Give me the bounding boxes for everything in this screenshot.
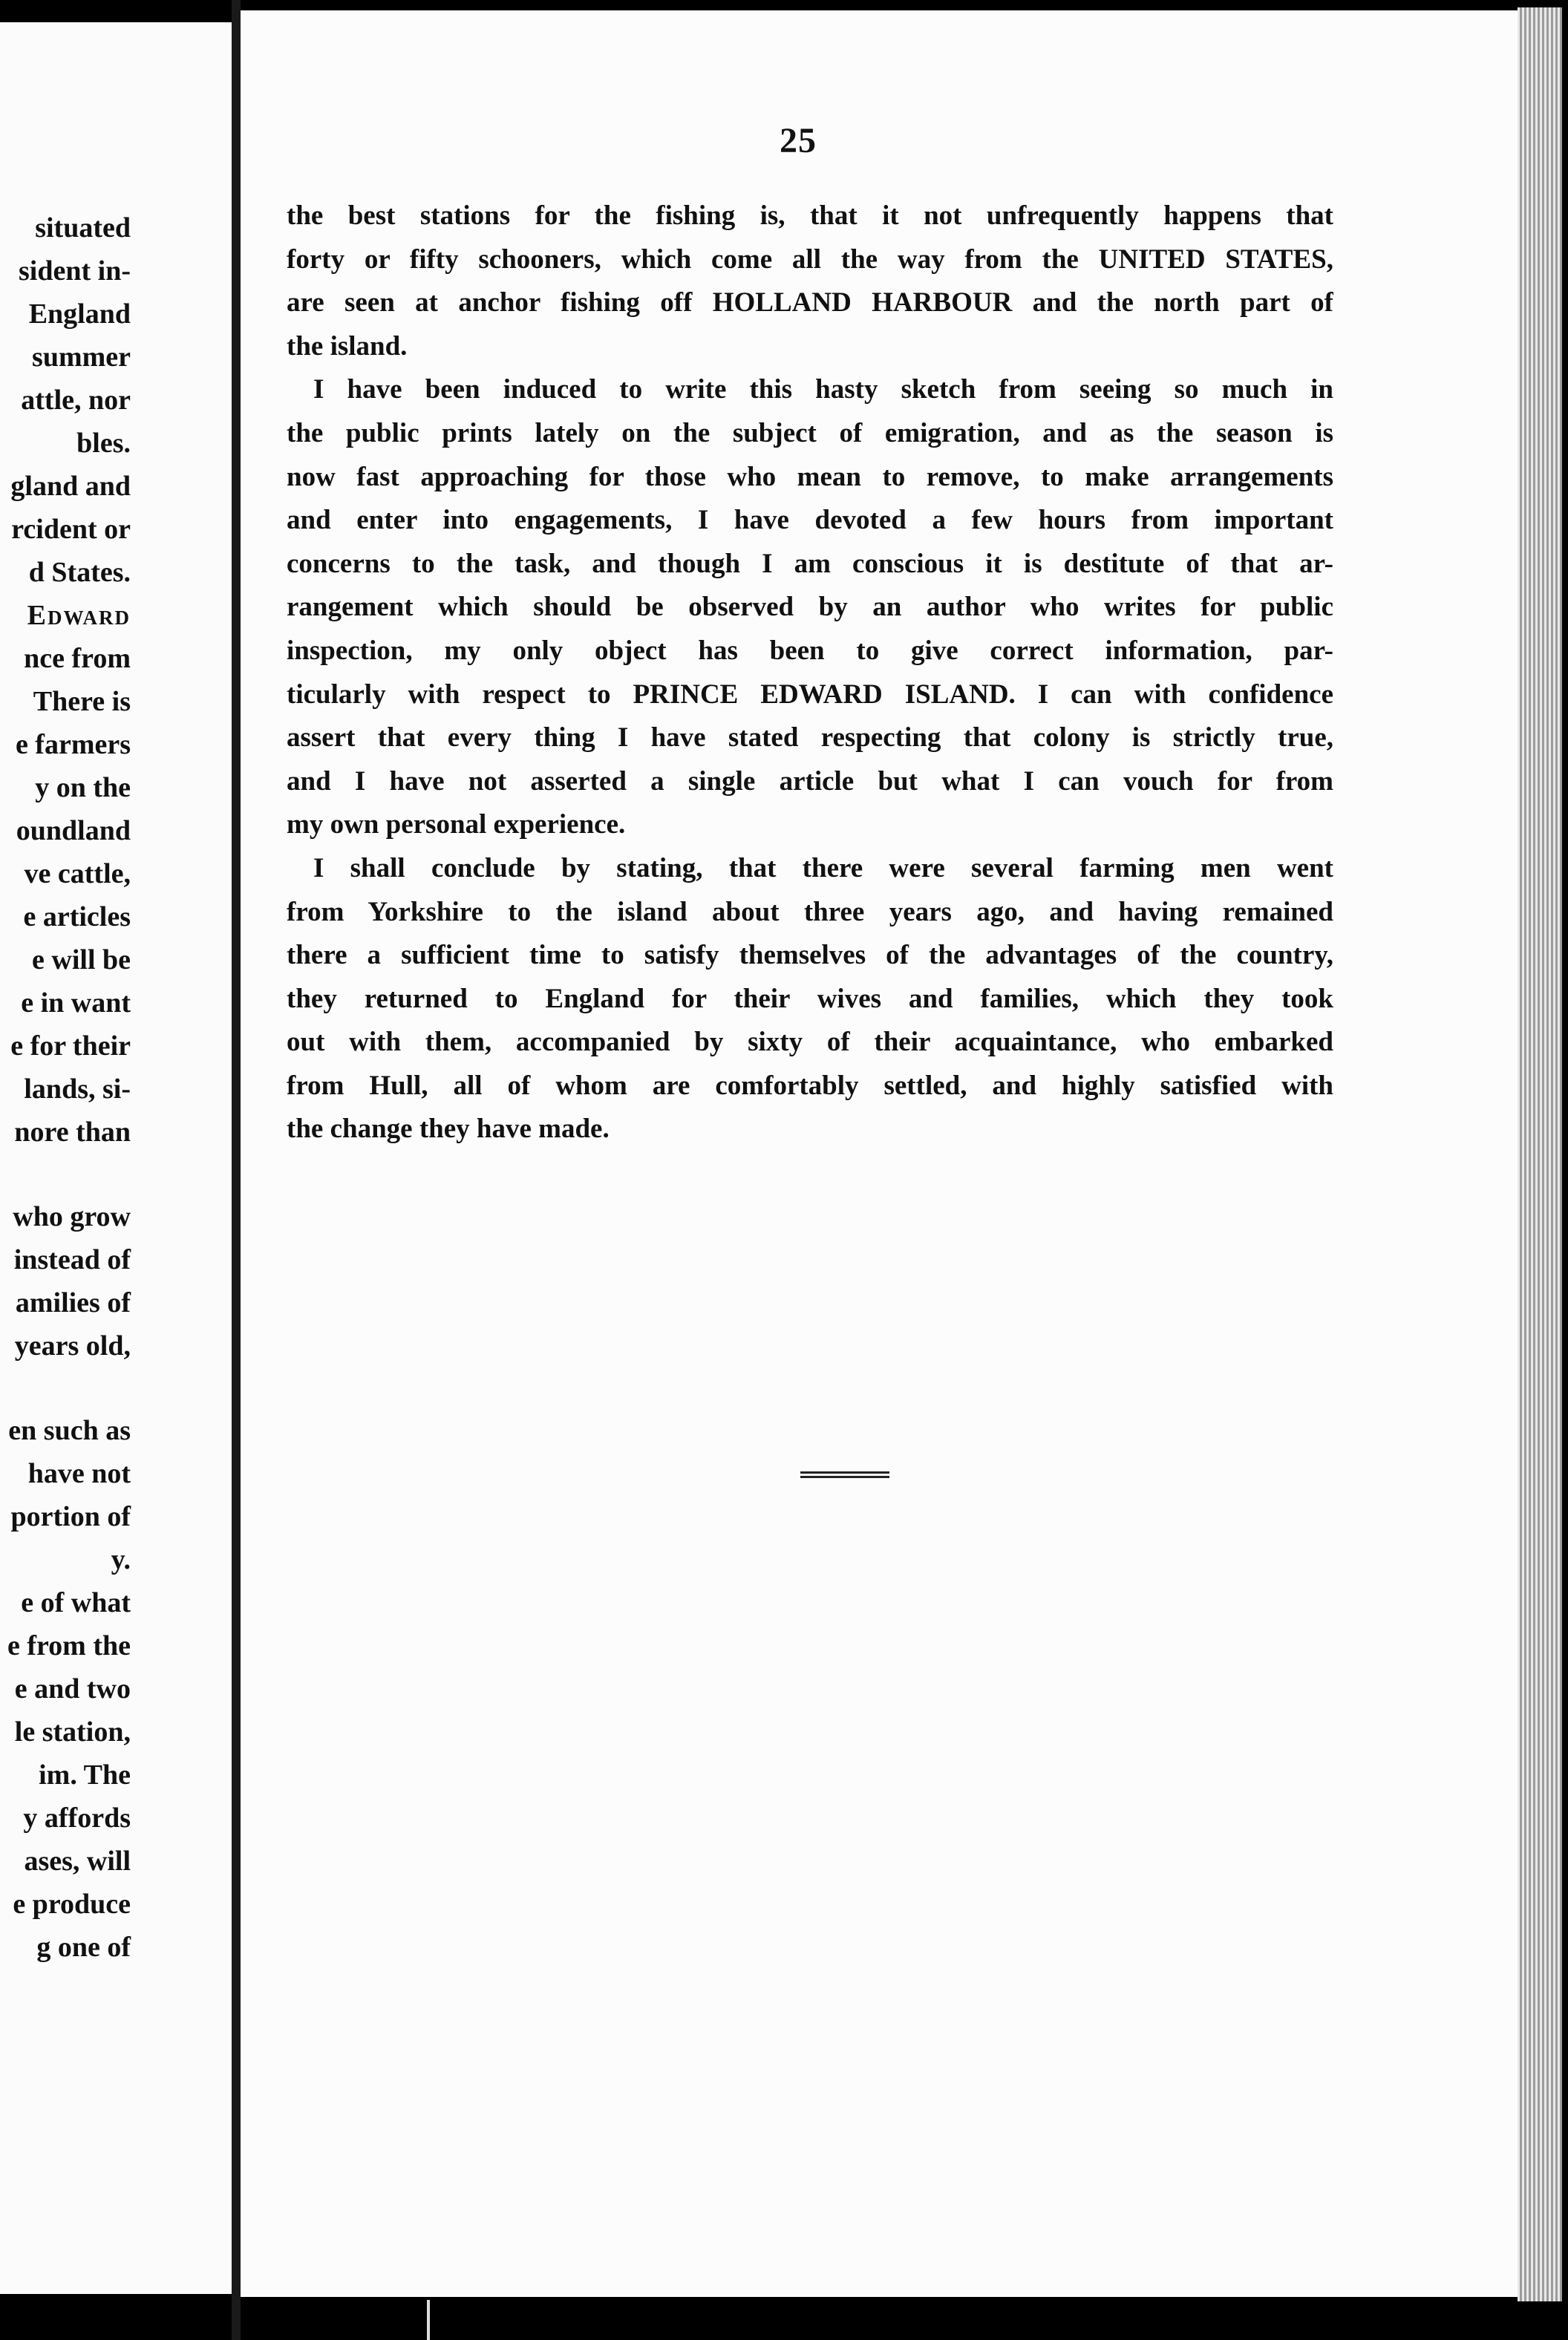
text-line: from Hull, all of whom are comfortably settled, and highly satisfied with bbox=[287, 1070, 1333, 1101]
facing-page-line: en such as bbox=[8, 1415, 131, 1446]
text-line: out with them, accompanied by sixty of their acquaintance, who embarked bbox=[287, 1027, 1333, 1058]
text-line: assert that every thing I have stated respecting that colony is strictly true, bbox=[287, 722, 1333, 754]
facing-page-line: rcident or bbox=[11, 514, 131, 545]
facing-page-line: e in want bbox=[21, 987, 131, 1019]
page-edges bbox=[1518, 7, 1562, 2301]
text-line: ticularly with respect to PRINCE EDWARD ISLAND. I can with confidence bbox=[287, 679, 1333, 710]
facing-page-line: years old, bbox=[14, 1330, 131, 1362]
text-line: my own personal experience. bbox=[287, 809, 626, 840]
facing-page-line: y affords bbox=[23, 1803, 131, 1834]
facing-page-line: lands, si- bbox=[24, 1073, 131, 1105]
text-line: from Yorkshire to the island about three years ago, and having remained bbox=[287, 896, 1333, 927]
facing-page-line: d States. bbox=[28, 557, 131, 588]
scan-artifact bbox=[427, 2300, 430, 2340]
text-line: the change they have made. bbox=[287, 1114, 610, 1145]
text-line: inspection, my only object has been to give correct information, par- bbox=[287, 635, 1333, 666]
text-line: the island. bbox=[287, 330, 408, 362]
facing-page-line: e and two bbox=[14, 1673, 131, 1705]
text-line: there a sufficient time to satisfy themselves of the advantages of the country, bbox=[287, 940, 1333, 971]
text-line: they returned to England for their wives and families, which they took bbox=[287, 983, 1333, 1014]
text-line: and enter into engagements, I have devoted a few hours from important bbox=[287, 505, 1333, 536]
facing-page-line: amilies of bbox=[15, 1287, 131, 1318]
text-line: now fast approaching for those who mean to remove, to make arrangements bbox=[287, 461, 1333, 492]
facing-page-line: England bbox=[28, 298, 131, 330]
facing-page-line: Edward bbox=[27, 600, 131, 631]
facing-page-line: le station, bbox=[14, 1716, 131, 1748]
text-line: the best stations for the fishing is, that it not unfrequently happens that bbox=[287, 200, 1333, 231]
facing-page-line: y on the bbox=[35, 772, 131, 803]
facing-page-line: sident in- bbox=[19, 255, 131, 287]
page-body-text bbox=[287, 195, 1333, 1151]
facing-page-line: nce from bbox=[24, 643, 131, 674]
facing-page-fragment bbox=[0, 22, 232, 2294]
page-number: 25 bbox=[780, 121, 817, 160]
facing-page-line: im. The bbox=[39, 1759, 131, 1791]
facing-page-line: e for their bbox=[10, 1030, 131, 1062]
text-line: are seen at anchor fishing off HOLLAND HARBOUR and the north part of bbox=[287, 287, 1333, 318]
facing-page-line: attle, nor bbox=[21, 385, 131, 416]
facing-page-line: There is bbox=[33, 686, 131, 717]
text-line: forty or fifty schooners, which come all the way from the UNITED STATES, bbox=[287, 244, 1333, 275]
facing-page-line: y. bbox=[111, 1544, 131, 1575]
facing-page-line: e produce bbox=[13, 1889, 131, 1920]
facing-page-line: bles. bbox=[76, 428, 131, 459]
text-line: rangement which should be observed by an author who writes for public bbox=[287, 592, 1333, 623]
text-line: concerns to the task, and though I am conscious it is destitute of that ar- bbox=[287, 548, 1333, 579]
facing-page-line: e articles bbox=[23, 901, 131, 932]
text-line: and I have not asserted a single article but what I can vouch for from bbox=[287, 765, 1333, 797]
facing-page-line: who grow bbox=[13, 1201, 131, 1232]
text-line: the public prints lately on the subject of emigration, and as the season is bbox=[287, 417, 1333, 448]
closing-rule-ornament bbox=[800, 1471, 889, 1482]
facing-page-line: g one of bbox=[36, 1932, 131, 1963]
facing-page-line: nore than bbox=[14, 1117, 131, 1148]
book-gutter bbox=[232, 0, 241, 2340]
text-line: I have been induced to write this hasty sketch from seeing so much in bbox=[313, 374, 1333, 405]
facing-page-line: ve cattle, bbox=[24, 858, 131, 889]
facing-page-line: portion of bbox=[10, 1501, 131, 1532]
facing-page-line: e will be bbox=[32, 944, 131, 975]
facing-page-line: ases, will bbox=[24, 1846, 131, 1877]
facing-page-line: summer bbox=[32, 341, 131, 373]
facing-page-line: e from the bbox=[7, 1630, 131, 1661]
facing-page-line: e of what bbox=[21, 1587, 131, 1618]
facing-page-line: have not bbox=[27, 1458, 131, 1489]
text-line: I shall conclude by stating, that there were several farming men went bbox=[313, 852, 1333, 883]
facing-page-line: situated bbox=[35, 212, 131, 244]
facing-page-line: e farmers bbox=[15, 729, 131, 760]
facing-page-line: gland and bbox=[10, 471, 131, 502]
facing-page-line: instead of bbox=[13, 1244, 131, 1275]
facing-page-line: oundland bbox=[16, 815, 131, 846]
